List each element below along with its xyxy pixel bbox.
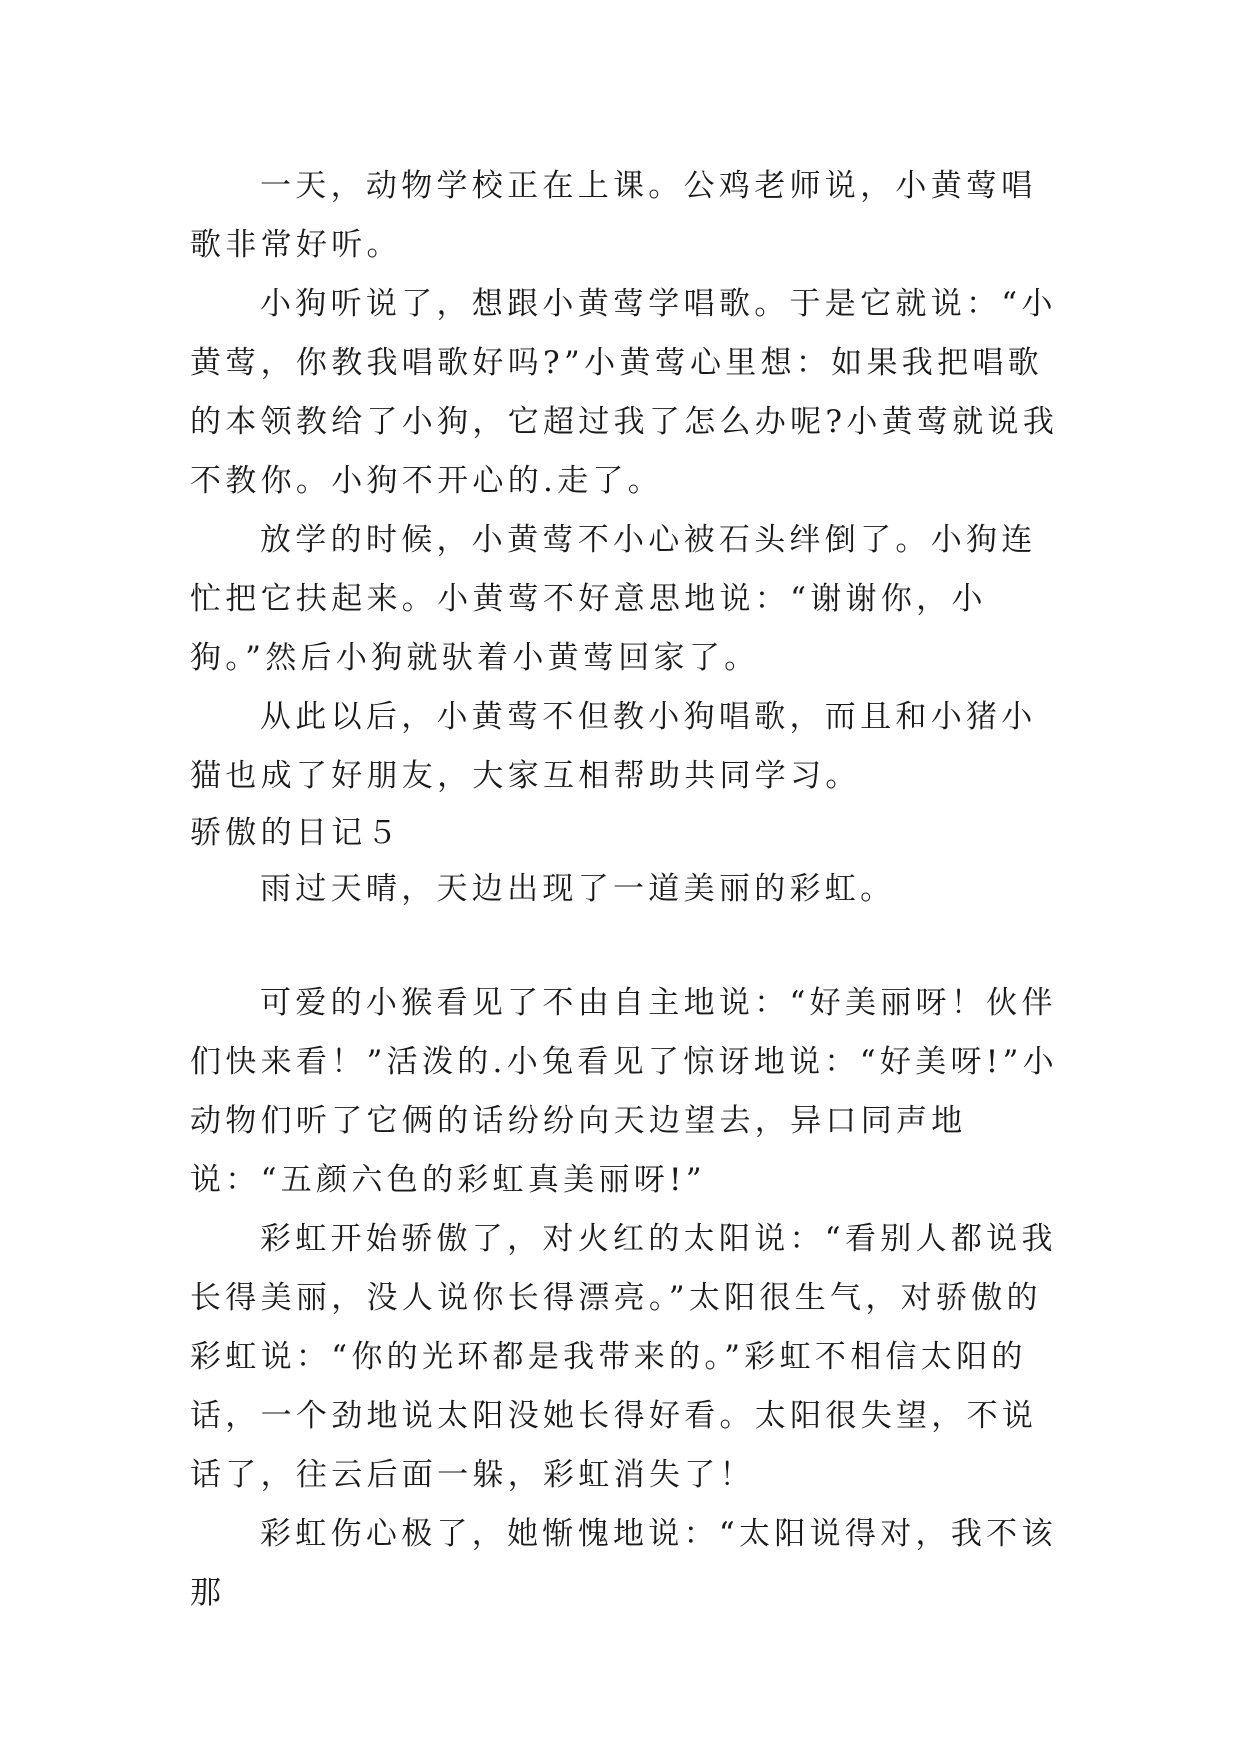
section-paragraph-1: 雨过天晴，天边出现了一道美丽的彩虹。 [260,871,896,907]
document-page [190,157,1060,1623]
section-title: 骄傲的日记５ [190,815,402,851]
paragraph-2: 小狗听说了，想跟小黄莺学唱歌。于是它就说：“小黄莺，你教我唱歌好吗?”小黄莺心里想：如果我把唱歌的本领教给了小狗，它超过我了怎么办呢?小黄莺就说我不教你。小狗不开心的.走了。 [190,286,1059,499]
paragraph-3: 放学的时候，小黄莺不小心被石头绊倒了。小狗连忙把它扶起来。小黄莺不好意思地说：“谢谢你，小狗。”然后小狗就驮着小黄莺回家了。 [190,522,1037,676]
paragraph-1: 一天，动物学校正在上课。公鸡老师说，小黄莺唱歌非常好听。 [190,168,1037,263]
blank-line [190,919,1060,974]
section-paragraph-3: 彩虹开始骄傲了，对火红的太阳说：“看别人都说我长得美丽，没人说你长得漂亮。”太阳很生气，对骄傲的彩虹说：“你的光环都是我带来的。”彩虹不相信太阳的话，一个劲地说太阳没她长得好看。太阳很失望，不说话了，往云后面一躲，彩虹消失了！ [190,1221,1057,1493]
section-paragraph-4: 彩虹伤心极了，她惭愧地说：“太阳说得对，我不该那 [190,1516,1057,1611]
section-paragraph-2: 可爱的小猴看见了不由自主地说：“好美丽呀！伙伴们快来看！”活泼的.小兔看见了惊讶地说：“好美呀!”小动物们听了它俩的话纷纷向天边望去，异口同声地说：“五颜六色的彩虹真美丽呀!” [190,985,1058,1198]
paragraph-4: 从此以后，小黄莺不但教小狗唱歌，而且和小猪小猫也成了好朋友，大家互相帮助共同学习。 [190,699,1037,794]
